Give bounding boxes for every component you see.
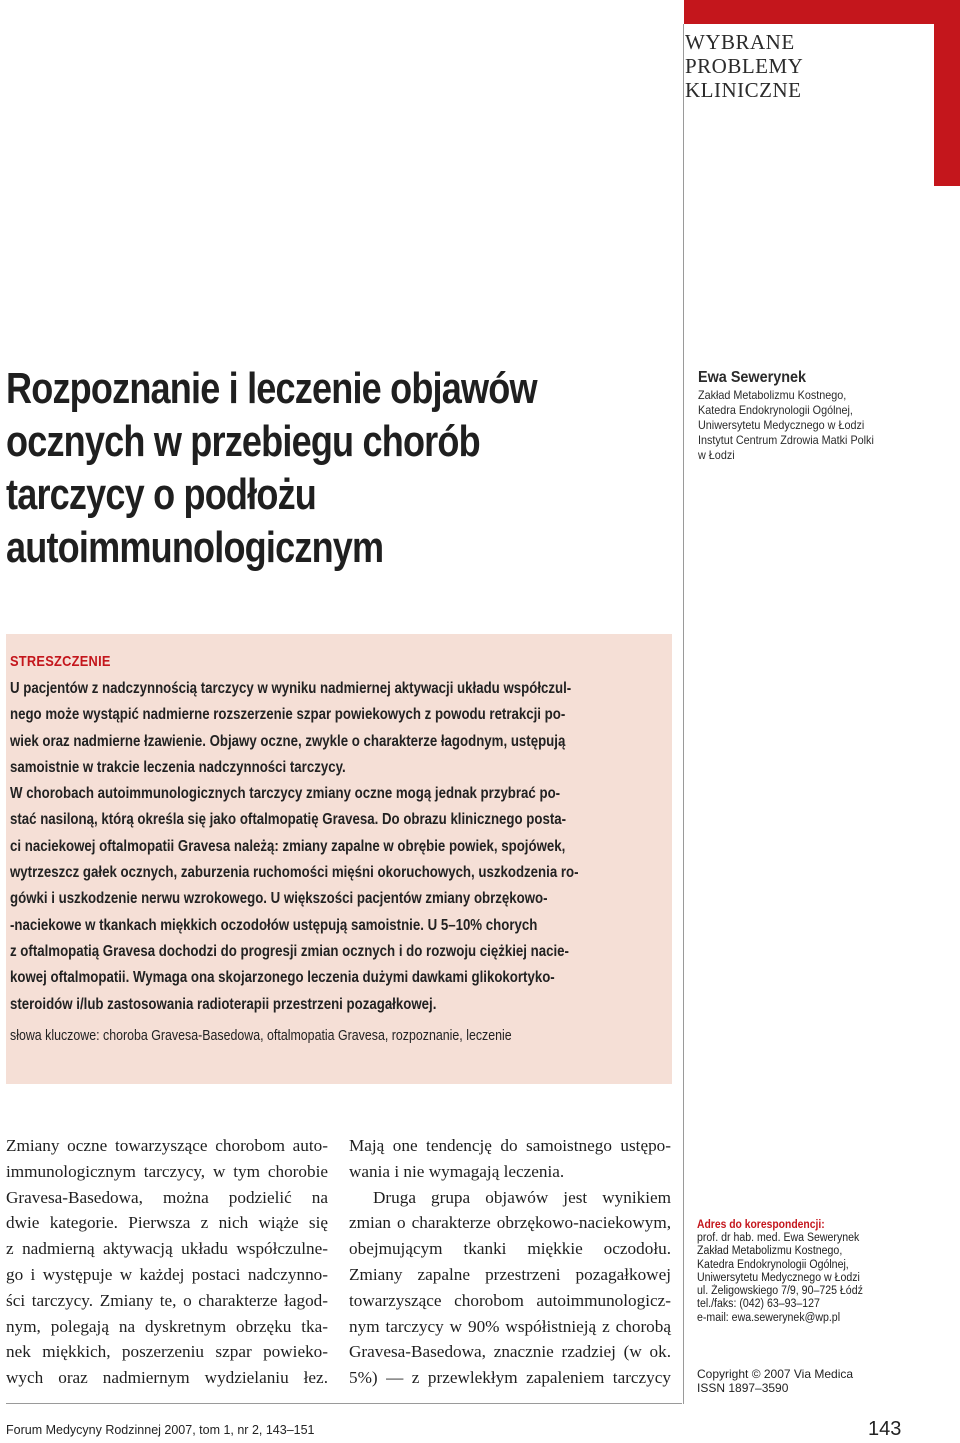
column-divider [683, 24, 684, 1404]
footer-rule [6, 1403, 682, 1404]
abstract-line: z oftalmopatią Gravesa dochodzi do progresji zmian ocznych i do rozwoju ciężkiej nacie- [10, 942, 569, 960]
author-affiliation-line: Instytut Centrum Zdrowia Matki Polki [698, 433, 874, 447]
body-line: immunologicznym tarczycy, w tym chorobie [6, 1161, 328, 1181]
section-label [685, 30, 925, 102]
body-line: towarzyszące chorobom autoimmunologicz- [349, 1290, 671, 1310]
copyright-line: Copyright © 2007 Via Medica [697, 1367, 854, 1381]
body-line: Zmiany oczne towarzyszące chorobom auto- [6, 1136, 328, 1155]
correspondence-block [697, 1218, 937, 1325]
correspondence-line: tel./faks: (042) 63–93–127 [697, 1298, 820, 1311]
article-title [6, 362, 662, 574]
body-line: go i występuje w każdej postaci nadczynno- [6, 1264, 328, 1284]
body-line: zmian o charakterze obrzękowo-naciekowym, [349, 1213, 671, 1233]
abstract-keywords: słowa kluczowe: choroba Gravesa-Basedowa, oftalmopatia Gravesa, rozpoznanie, leczenie [10, 1027, 512, 1044]
issn-line: ISSN 1897–3590 [697, 1380, 789, 1395]
abstract-line: -naciekowe w tkankach miękkich oczodołów ustępują samoistnie. U 5–10% chorych [10, 916, 538, 934]
body-line: ści tarczycy. Zmiany te, o charakterze łagod- [6, 1290, 328, 1310]
correspondence-heading: Adres do korespondencji: [697, 1219, 825, 1231]
body-line: nek miękkich, poszerzeniu szpar powieko- [6, 1342, 328, 1362]
section-label-line: WYBRANE [685, 30, 795, 54]
section-label-line: KLINICZNE [685, 78, 802, 102]
title-line: Rozpoznanie i leczenie objawów [6, 364, 537, 413]
abstract-line: ci naciekowej oftalmopatii Gravesa należą: zmiany zapalne w obrębie powiek, spojówek, [10, 837, 566, 855]
journal-citation: Forum Medycyny Rodzinnej 2007, tom 1, nr 2, 143–151 [6, 1423, 315, 1437]
body-line: z nadmierną aktywacją układu współczulne- [6, 1239, 328, 1259]
correspondence-line: Zakład Metabolizmu Kostnego, [697, 1245, 843, 1258]
abstract-line: stać nasiloną, którą określa się jako oftalmopatię Gravesa. Do obrazu klinicznego posta- [10, 811, 567, 829]
correspondence-line: ul. Żeligowskiego 7/9, 90–725 Łódź [697, 1285, 863, 1298]
body-line: wania i nie wymagają leczenia. [349, 1161, 565, 1181]
title-line: tarczycy o podłożu [6, 470, 317, 519]
header-red-bar [934, 0, 960, 186]
body-line: obejmującym tkanki miękkie oczodołu. [349, 1239, 671, 1259]
body-line: dwie kategorie. Pierwsza z nich wiąże się [6, 1213, 328, 1233]
body-column-left [6, 1133, 328, 1391]
title-line: autoimmunologicznym [6, 523, 384, 572]
author-affiliation-line: Katedra Endokrynologii Ogólnej, [698, 403, 853, 417]
abstract-line: kowej oftalmopatii. Wymaga ona skojarzonego leczenia dużymi dawkami glikokortyko- [10, 969, 555, 987]
abstract-line: wiek oraz nadmierne łzawienie. Objawy oczne, zwykle o charakterze łagodnym, ustępują [10, 732, 566, 750]
abstract-line: steroidów i/lub zastosowania radioterapii przestrzeni pozagałkowej. [10, 995, 437, 1013]
abstract-line: samoistnie w trakcie leczenia nadczynności tarczycy. [10, 758, 346, 776]
copyright-block [697, 1368, 937, 1395]
author-affiliation-line: w Łodzi [698, 448, 735, 462]
body-line: nym tarczycy w 90% współistnieją z chorobą [349, 1316, 671, 1336]
correspondence-email[interactable]: e-mail: ewa.sewerynek@wp.pl [697, 1311, 841, 1324]
author-affiliation-line: Zakład Metabolizmu Kostnego, [698, 388, 847, 402]
body-line: Zmiany zapalne przestrzeni pozagałkowej [349, 1264, 671, 1284]
abstract-heading: STRESZCZENIE [10, 653, 111, 670]
page-number: 143 [868, 1418, 902, 1440]
title-line: ocznych w przebiegu chorób [6, 417, 480, 466]
correspondence-line: Uniwersytetu Medycznego w Łodzi [697, 1271, 860, 1284]
section-label-line: PROBLEMY [685, 54, 804, 78]
author-affiliation-line: Uniwersytetu Medycznego w Łodzi [698, 418, 865, 432]
body-line: Gravesa-Basedowa, można podzielić na [6, 1187, 328, 1207]
abstract-line: W chorobach autoimmunologicznych tarczycy zmiany oczne mogą jednak przybrać po- [10, 785, 561, 803]
author-block [698, 368, 938, 463]
abstract-body [10, 676, 643, 1018]
body-line: nym, polegają na dyskretnym obrzęku tka- [6, 1316, 328, 1336]
header-accent-strip [684, 0, 934, 24]
body-line: wych oraz nadmiernym wydzielaniu łez. [6, 1368, 328, 1388]
body-line: Gravesa-Basedowa, znacznie rzadziej (w ok. [349, 1342, 671, 1362]
author-name: Ewa Sewerynek [698, 369, 807, 386]
body-line: 5%) — z przewlekłym zapaleniem tarczycy [349, 1368, 671, 1388]
body-line: Mają one tendencję do samoistnego ustępo- [349, 1136, 671, 1155]
abstract-line: wytrzeszcz gałek ocznych, zaburzenia ruchomości mięśni okoruchowych, uszkodzenia ro- [10, 864, 579, 882]
abstract-line: U pacjentów z nadczynnością tarczycy w wyniku nadmiernej aktywacji układu współczul- [10, 680, 572, 697]
abstract-box [6, 634, 672, 1084]
correspondence-line: Katedra Endokrynologii Ogólnej, [697, 1258, 849, 1271]
body-line: Druga grupa objawów jest wynikiem [373, 1187, 671, 1207]
body-column-right [349, 1133, 671, 1391]
correspondence-line: prof. dr hab. med. Ewa Sewerynek [697, 1232, 860, 1244]
abstract-line: gówki i uszkodzenie nerwu wzrokowego. U większości pacjentów zmiany obrzękowo- [10, 890, 548, 908]
abstract-line: nego może wystąpić nadmierne rozszerzenie szpar powiekowych z powodu retrakcji po- [10, 706, 566, 724]
